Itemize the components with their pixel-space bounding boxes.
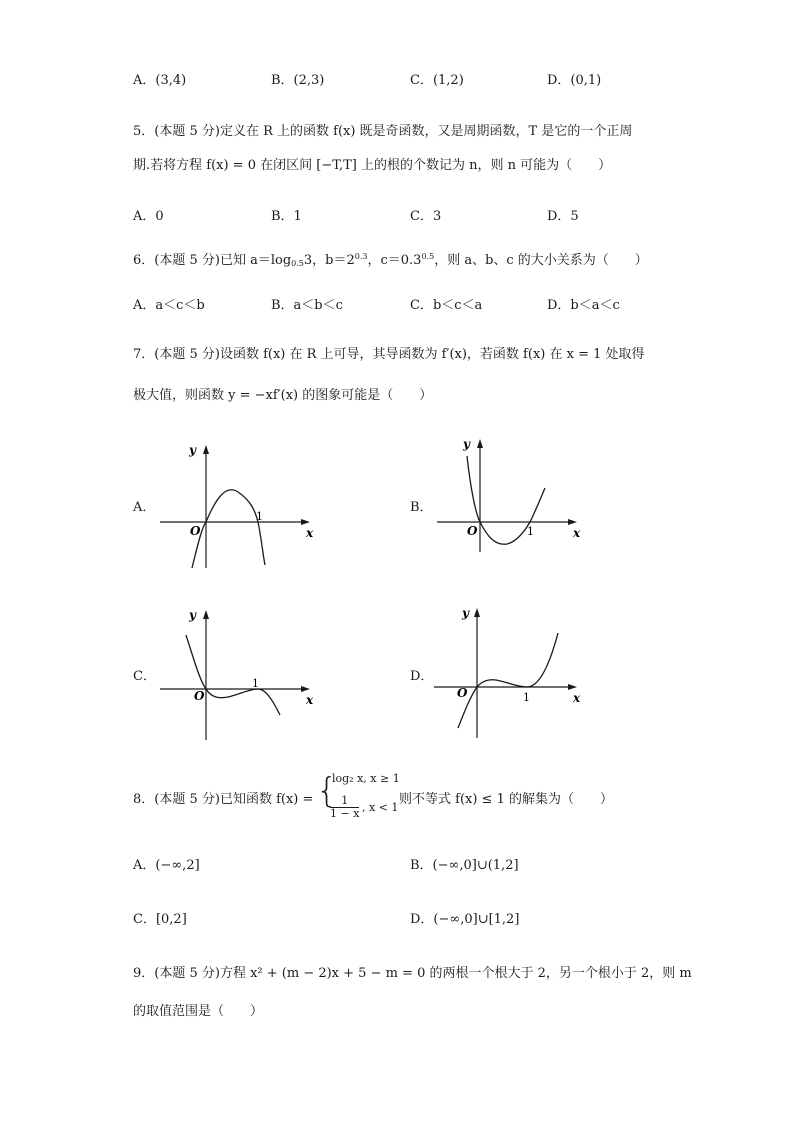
q4-option-a: A．(3,4) [133, 73, 187, 88]
q7-stem-line2: 极大值，则函数 y = −xf′(x) 的图象可能是（ ） [133, 388, 433, 403]
q5-option-c: C．3 [410, 209, 442, 224]
tick-1-label: 1 [252, 677, 259, 690]
x-axis-arrow [301, 686, 310, 692]
x-axis-arrow [301, 519, 310, 525]
q8-piece-1: log₂ x, x ≥ 1 [332, 772, 400, 785]
origin-label: O [194, 689, 205, 703]
q6-suffix: ，则 a、b、c 的大小关系为（ ） [434, 253, 648, 268]
q5-option-b: B．1 [271, 209, 302, 224]
q6-exp-b: 0.3 [354, 252, 368, 261]
q4-option-b: B．(2,3) [271, 73, 325, 88]
curve [458, 633, 558, 728]
q7-graph-label-a: A． [133, 500, 156, 515]
q8-stem-suffix: 则不等式 f(x) ≤ 1 的解集为（ ） [399, 792, 613, 807]
q9-stem-line1: 9．(本题 5 分)方程 x² + (m − 2)x + 5 − m = 0 的两根一个根大于 2，另一个根小于 2，则 m [133, 966, 692, 981]
q7-graph-label-d: D． [410, 669, 434, 684]
q6-option-c: C．b＜c＜a [410, 298, 483, 313]
x-label: x [306, 693, 314, 707]
q7-graph-b [435, 434, 585, 564]
q7-graph-c [158, 605, 318, 745]
q4-option-d: D．(0,1) [547, 73, 602, 88]
q8-piece-2-fraction [330, 795, 359, 820]
q6-prefix: 6．(本题 5 分)已知 a＝log [133, 253, 292, 268]
y-label: y [189, 608, 196, 622]
x-axis-arrow [568, 519, 577, 525]
q8-piece-2-denominator: 1 − x [330, 807, 360, 820]
q9-stem-line2: 的取值范围是（ ） [133, 1004, 264, 1019]
q4-option-c: C．(1,2) [410, 73, 464, 88]
y-label: y [463, 437, 470, 451]
q6-option-a: A．a＜c＜b [133, 298, 205, 313]
curve [186, 635, 280, 715]
q5-option-a: A．0 [133, 209, 164, 224]
q8-option-a: A．(−∞,2] [133, 858, 200, 873]
tick-1-label: 1 [523, 691, 530, 704]
q7-graph-label-c: C． [133, 669, 156, 684]
x-axis-arrow [568, 684, 577, 690]
q5-stem-line1: 5．(本题 5 分)定义在 R 上的函数 f(x) 既是奇函数，又是周期函数，T 是它的一个正周 [133, 124, 633, 139]
y-axis-arrow [477, 439, 483, 448]
y-axis-arrow [203, 445, 209, 454]
q8-piecewise-brace: { [316, 771, 338, 811]
q7-graph-d [432, 603, 587, 743]
tick-1-label: 1 [256, 510, 263, 523]
y-label: y [189, 443, 196, 457]
curve [192, 490, 265, 568]
x-label: x [306, 526, 314, 540]
q6-option-d: D．b＜a＜c [547, 298, 620, 313]
q6-mid2: ，c＝0.3 [367, 253, 422, 268]
origin-label: O [190, 524, 201, 538]
q7-graph-label-b: B． [410, 500, 433, 515]
x-label: x [573, 526, 581, 540]
q8-option-b: B．(−∞,0]∪(1,2] [410, 858, 519, 873]
q6-mid1: 3，b＝2 [303, 253, 355, 268]
q6-stem [133, 252, 648, 270]
q7-graph-a [158, 440, 318, 575]
y-axis-arrow [474, 608, 480, 617]
origin-label: O [467, 524, 478, 538]
q5-stem-line2: 期.若将方程 f(x) = 0 在闭区间 [−T,T] 上的根的个数记为 n，则 n 可能为（ ） [133, 158, 612, 173]
origin-label: O [457, 686, 468, 700]
tick-1-label: 1 [527, 525, 534, 538]
q8-stem-prefix: 8．(本题 5 分)已知函数 f(x) = [133, 792, 314, 807]
q8-piece-2-numerator: 1 [330, 795, 359, 808]
y-axis-arrow [203, 610, 209, 619]
y-label: y [462, 606, 469, 620]
q6-log-base: 0.5 [291, 259, 304, 268]
q8-piece-2-condition: , x < 1 [362, 801, 399, 814]
q6-exp-c: 0.5 [421, 252, 435, 261]
q8-option-c: C．[0,2] [133, 912, 187, 927]
x-label: x [573, 691, 581, 705]
q7-stem-line1: 7．(本题 5 分)设函数 f(x) 在 R 上可导，其导函数为 f′(x)，若函数 f(x) 在 x = 1 处取得 [133, 347, 645, 362]
q8-option-d: D．(−∞,0]∪[1,2] [410, 912, 520, 927]
q6-option-b: B．a＜b＜c [271, 298, 343, 313]
q5-option-d: D．5 [547, 209, 579, 224]
